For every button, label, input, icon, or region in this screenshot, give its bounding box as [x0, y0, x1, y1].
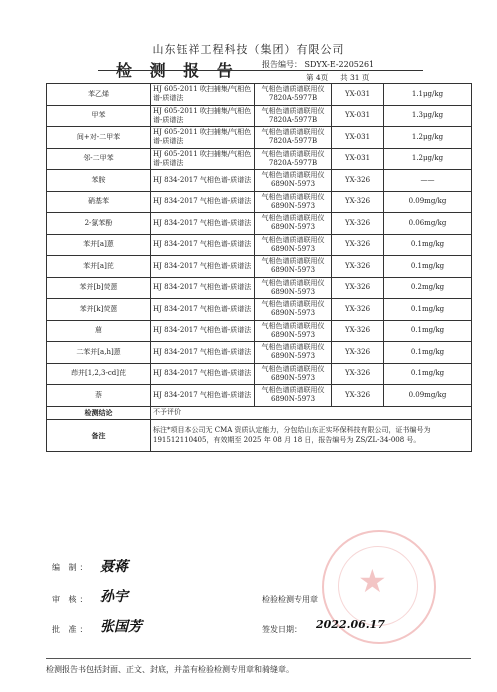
result-cell: 0.1mg/kg [384, 256, 472, 278]
method-cell: HJ 834-2017 气相色谱-质谱法 [151, 213, 255, 235]
code-cell: YX-326 [332, 191, 384, 213]
item-cell: 萘 [47, 385, 151, 407]
page-info [306, 72, 369, 83]
reviewed-label: 审 核： [52, 595, 91, 604]
instrument-cell: 气相色谱质谱联用仪 7820A-5977B [255, 105, 332, 127]
item-cell: 间+对-二甲苯 [47, 127, 151, 149]
conclusion-label: 检测结论 [47, 406, 151, 419]
page-number: 第 4页 [306, 73, 329, 82]
item-cell: 甲苯 [47, 105, 151, 127]
code-cell: YX-326 [332, 170, 384, 192]
instrument-cell: 气相色谱质谱联用仪 6890N-5973 [255, 277, 332, 299]
prepared-label: 编 制： [52, 563, 91, 572]
result-cell: 1.3μg/kg [384, 105, 472, 127]
table-row [47, 170, 472, 192]
result-cell: 1.1μg/kg [384, 84, 472, 106]
issue-date-value: 2022.06.17 [316, 618, 385, 631]
table-row [47, 277, 472, 299]
result-cell: 0.06mg/kg [384, 213, 472, 235]
instrument-cell: 气相色谱质谱联用仪 7820A-5977B [255, 127, 332, 149]
table-row [47, 213, 472, 235]
instrument-cell: 气相色谱质谱联用仪 6890N-5973 [255, 234, 332, 256]
code-cell: YX-326 [332, 234, 384, 256]
instrument-cell: 气相色谱质谱联用仪 6890N-5973 [255, 213, 332, 235]
table-row [47, 105, 472, 127]
issue-date-label: 签发日期： [262, 625, 302, 634]
item-cell: 䓛 [47, 320, 151, 342]
item-cell: 苯胺 [47, 170, 151, 192]
instrument-cell: 气相色谱质谱联用仪 6890N-5973 [255, 342, 332, 364]
method-cell: HJ 834-2017 气相色谱-质谱法 [151, 256, 255, 278]
result-cell: 0.1mg/kg [384, 320, 472, 342]
result-cell: 0.1mg/kg [384, 363, 472, 385]
item-cell: 苯并[k]荧蒽 [47, 299, 151, 321]
remarks-label: 备注 [47, 419, 151, 451]
instrument-cell: 气相色谱质谱联用仪 6890N-5973 [255, 191, 332, 213]
table-row [47, 385, 472, 407]
instrument-cell: 气相色谱质谱联用仪 6890N-5973 [255, 170, 332, 192]
code-cell: YX-326 [332, 342, 384, 364]
table-row [47, 234, 472, 256]
approved-signature: 张国芳 [100, 619, 142, 635]
report-title: 检 测 报 告 [116, 61, 239, 80]
result-cell: 1.2μg/kg [384, 148, 472, 170]
instrument-cell: 气相色谱质谱联用仪 7820A-5977B [255, 148, 332, 170]
approved-label: 批 准： [52, 625, 91, 634]
result-cell: 0.1mg/kg [384, 234, 472, 256]
method-cell: HJ 834-2017 气相色谱-质谱法 [151, 277, 255, 299]
instrument-cell: 气相色谱质谱联用仪 6890N-5973 [255, 256, 332, 278]
method-cell: HJ 834-2017 气相色谱-质谱法 [151, 363, 255, 385]
table-row [47, 299, 472, 321]
item-cell: 苯并[b]荧蒽 [47, 277, 151, 299]
method-cell: HJ 834-2017 气相色谱-质谱法 [151, 299, 255, 321]
table-row [47, 84, 472, 106]
code-cell: YX-326 [332, 363, 384, 385]
code-cell: YX-326 [332, 385, 384, 407]
method-cell: HJ 834-2017 气相色谱-质谱法 [151, 385, 255, 407]
code-cell: YX-326 [332, 299, 384, 321]
method-cell: HJ 834-2017 气相色谱-质谱法 [151, 234, 255, 256]
result-cell: 0.2mg/kg [384, 277, 472, 299]
table-row [47, 148, 472, 170]
result-cell: —— [384, 170, 472, 192]
table-row [47, 320, 472, 342]
instrument-cell: 气相色谱质谱联用仪 6890N-5973 [255, 385, 332, 407]
seal-label: 检验检测专用章 [262, 595, 318, 604]
remarks-row [47, 419, 472, 451]
item-cell: 2-氯苯酚 [47, 213, 151, 235]
results-table [46, 83, 472, 452]
report-number: 报告编号： SDYX-E-2205261 [262, 60, 375, 69]
reviewed-signature: 孙宇 [100, 589, 128, 605]
conclusion-value: 不予评价 [151, 406, 472, 419]
item-cell: 硝基苯 [47, 191, 151, 213]
table-row [47, 363, 472, 385]
method-cell: HJ 605-2011 吹扫捕集/气相色谱-质谱法 [151, 105, 255, 127]
instrument-cell: 气相色谱质谱联用仪 7820A-5977B [255, 84, 332, 106]
code-cell: YX-326 [332, 277, 384, 299]
instrument-cell: 气相色谱质谱联用仪 6890N-5973 [255, 320, 332, 342]
result-cell: 0.09mg/kg [384, 191, 472, 213]
method-cell: HJ 605-2011 吹扫捕集/气相色谱-质谱法 [151, 84, 255, 106]
footer-note: 检测报告书包括封面、正文、封底，并盖有检验检测专用章和骑缝章。 [46, 665, 294, 674]
item-cell: 茚并[1,2,3-cd]芘 [47, 363, 151, 385]
code-cell: YX-326 [332, 213, 384, 235]
table-row [47, 256, 472, 278]
method-cell: HJ 834-2017 气相色谱-质谱法 [151, 320, 255, 342]
result-cell: 0.1mg/kg [384, 342, 472, 364]
item-cell: 二苯并[a,h]蒽 [47, 342, 151, 364]
table-row [47, 191, 472, 213]
item-cell: 苯并[a]蒽 [47, 234, 151, 256]
instrument-cell: 气相色谱质谱联用仪 6890N-5973 [255, 299, 332, 321]
remarks-value: 标注*项目本公司无 CMA 资质认定能力，分包给山东正实环保科技有限公司，证书编号为 191512110405，有效期至 2025 年 08 月 18 日，报告编号为 ZS/ZL-34-008 号。 [151, 419, 472, 451]
prepared-signature: 聂蒋 [100, 559, 128, 575]
method-cell: HJ 834-2017 气相色谱-质谱法 [151, 342, 255, 364]
method-cell: HJ 834-2017 气相色谱-质谱法 [151, 191, 255, 213]
results-table-body [47, 84, 472, 407]
code-cell: YX-031 [332, 127, 384, 149]
result-cell: 1.2μg/kg [384, 127, 472, 149]
item-cell: 邻-二甲苯 [47, 148, 151, 170]
result-cell: 0.1mg/kg [384, 299, 472, 321]
footer-rule [46, 658, 471, 659]
method-cell: HJ 834-2017 气相色谱-质谱法 [151, 170, 255, 192]
header-rule [98, 70, 423, 71]
conclusion-row [47, 406, 472, 419]
seal-star-icon: ★ [358, 562, 387, 600]
table-row [47, 342, 472, 364]
code-cell: YX-031 [332, 84, 384, 106]
code-cell: YX-326 [332, 320, 384, 342]
code-cell: YX-031 [332, 105, 384, 127]
instrument-cell: 气相色谱质谱联用仪 6890N-5973 [255, 363, 332, 385]
table-row [47, 127, 472, 149]
code-cell: YX-031 [332, 148, 384, 170]
item-cell: 苯乙烯 [47, 84, 151, 106]
result-cell: 0.09mg/kg [384, 385, 472, 407]
method-cell: HJ 605-2011 吹扫捕集/气相色谱-质谱法 [151, 127, 255, 149]
company-name: 山东钰祥工程科技（集团）有限公司 [152, 43, 345, 56]
method-cell: HJ 605-2011 吹扫捕集/气相色谱-质谱法 [151, 148, 255, 170]
code-cell: YX-326 [332, 256, 384, 278]
page-total: 共 31 页 [340, 73, 370, 82]
item-cell: 苯并[a]芘 [47, 256, 151, 278]
